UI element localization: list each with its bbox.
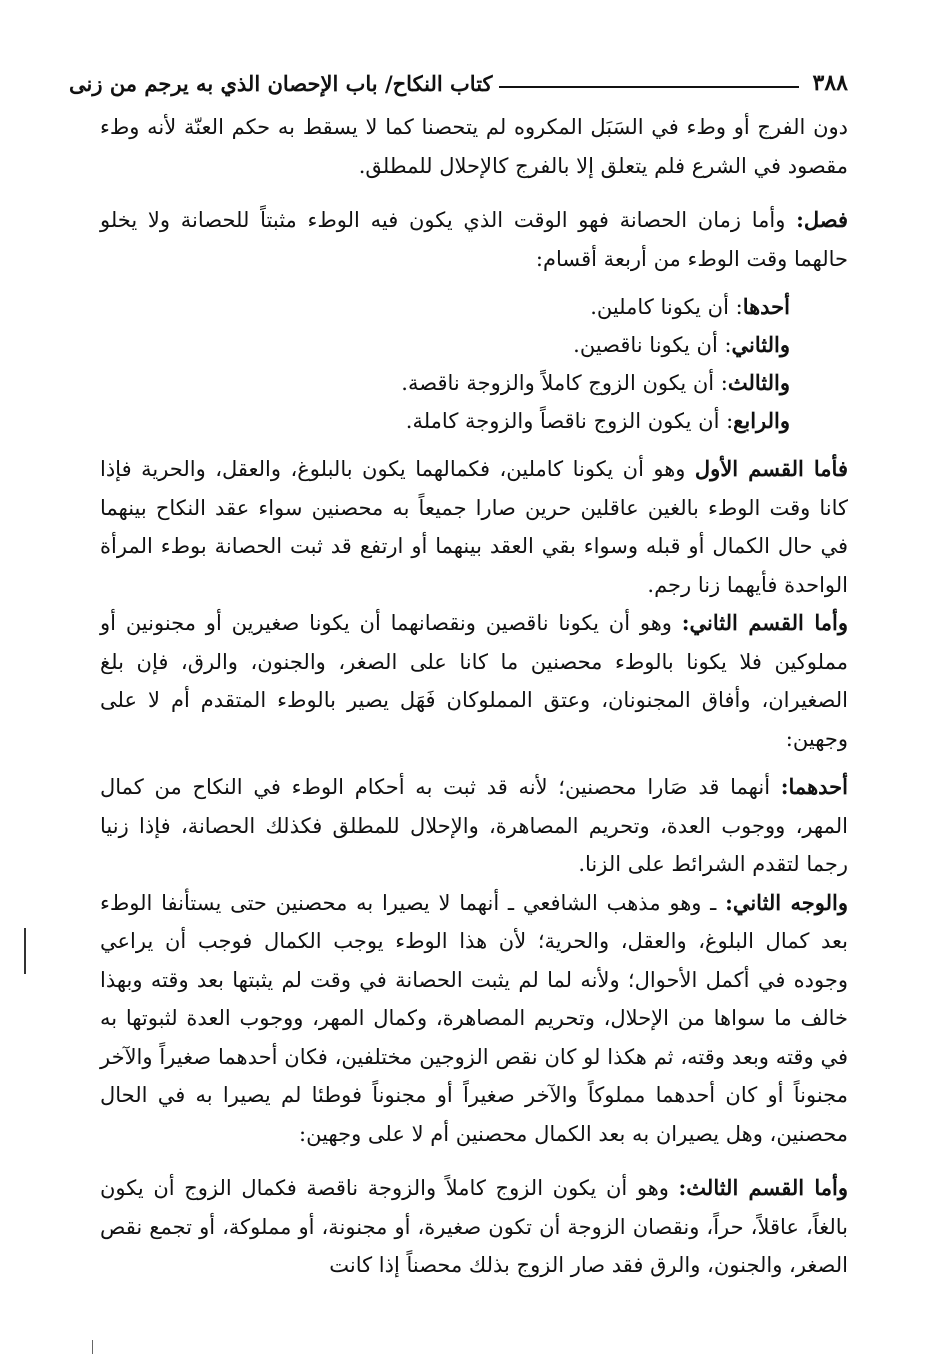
paragraph-first-view xyxy=(100,768,848,884)
paragraph-lead: فصل: xyxy=(796,207,848,232)
paragraph-text: دون الفرج أو وطء في السَبَل المكروه لم يتحصنا كما لا يسقط به حكم العنّة لأنه وطء مقصود في الشرع فلم يتعلق إلا بالفرج كالإحلال للمطلق. xyxy=(100,115,848,178)
list-item-text: : أن يكون الزوج ناقصاً والزوجة كاملة. xyxy=(405,409,734,433)
paragraph-fasl xyxy=(100,201,848,278)
paragraph-text: وأما زمان الحصانة فهو الوقت الذي يكون فيه الوطء مثبتاً للحصانة ولا يخلو حالهما وقت الوطء من أربعة أقسام: xyxy=(100,208,848,271)
paragraph-text: وهو أن يكونا كاملين، فكمالهما يكون بالبلوغ، والعقل، والحرية فإذا كانا وقت الوطء بالغين عاقلين حرين صارا جميعاً به محصنين سواء عقد النكاح بينهما في حال الكمال أو قبله وسواء بقي العقد بينهما أو ارتفع قد ثبت الحصانة بوطء المرأة الواحدة فأيهما زنا رجم. xyxy=(100,457,848,597)
paragraph-lead: وأما القسم الثالث: xyxy=(678,1175,848,1200)
paragraph-1 xyxy=(100,108,848,185)
paragraph-section-3 xyxy=(100,1169,848,1285)
paragraph-section-2 xyxy=(100,604,848,758)
paragraph-second-view xyxy=(100,884,848,1154)
paragraph-lead: وأما القسم الثاني: xyxy=(681,610,848,635)
list-item-text: : أن يكونا كاملين. xyxy=(590,295,743,319)
margin-mark xyxy=(92,1340,93,1354)
header-rule xyxy=(499,86,799,88)
paragraph-text: أنهما قد صَارا محصنين؛ لأنه قد ثبت به أحكام الوطء في النكاح من كمال المهر، ووجوب العدة، وتحريم المصاهرة، والإحلال للمطلق فكذلك الحصانة، فإذا زنيا رجما لتقدم الشرائط على الزنا. xyxy=(100,775,848,876)
list-item-lead: والثاني xyxy=(731,332,790,357)
paragraph-lead: والوجه الثاني: xyxy=(725,889,849,915)
list-item-lead: والثالث xyxy=(727,370,790,395)
paragraph-lead: فأما القسم الأول xyxy=(694,456,848,481)
list-item-lead: أحدها xyxy=(742,294,790,319)
paragraph-text: ـ وهو مذهب الشافعي ـ أنهما لا يصيرا به محصنين حتى يستأنفا الوطء بعد كمال البلوغ، والعقل، والحرية؛ لأن هذا الوطء يوجب الكمال فوجب أن يراعي وجوده في أكمل الأحوال؛ ولأنه لما لم يثبت الحصانة في وقت لم يثبتها بعد وقته وبهذا خالف ما سواها من الإحلال، وتحريم المصاهرة، وكمال المهر، ووجوب العدة لثبوتها به في وقته وبعد وقته، ثم هكذا لو كان نقص الزوجين مختلفين، فكان أحدهما صغيراً والآخر مجنوناً أو كان أحدهما مملوكاً والآخر صغيراً أو مجنوناً فوطئا لم يصيرا به في الحال محصنين، وهل يصيران به بعد الكمال محصنين أم لا على وجهين: xyxy=(100,890,848,1146)
paragraph-text: وهو أن يكون الزوج كاملاً والزوجة ناقصة فكمال الزوج أن يكون بالغاً، عاقلاً، حراً، ونقصان الزوجة أن تكون صغيرة، أو مجنونة، أو مملوكة، أو تجمع نقص الصغر، والجنون، والرق فقد صار الزوج بذلك محصناً إذا كانت xyxy=(100,1176,848,1277)
paragraph-text: وهو أن يكونا ناقصين ونقصانهما أن يكونا صغيرين أو مجنونين أو مملوكين فلا يكونا بالوطء محصنين ما كانا على الصغر، والجنون، والرق، فإن بلغ الصغيران، وأفاق المجنونان، وعتق المملوكان فَهَل يصير بالوطء المتقدم أم لا على وجهين: xyxy=(100,611,848,751)
list-item xyxy=(100,364,848,402)
body-text xyxy=(100,108,848,1285)
list-item-lead: والرابع xyxy=(733,408,790,433)
paragraph-section-1 xyxy=(100,450,848,604)
list-item xyxy=(100,326,848,364)
margin-mark xyxy=(24,928,26,974)
running-title: كتاب النكاح/ باب الإحصان الذي به يرجم من زنى xyxy=(69,71,493,96)
list-item-text: : أن يكونا ناقصين. xyxy=(573,333,732,357)
list-item-text: : أن يكون الزوج كاملاً والزوجة ناقصة. xyxy=(401,371,728,395)
list-item xyxy=(100,288,848,326)
paragraph-lead: أحدهما: xyxy=(780,774,848,799)
page-number: ٣٨٨ xyxy=(812,70,848,96)
page-header xyxy=(69,54,848,102)
list-item xyxy=(100,402,848,440)
